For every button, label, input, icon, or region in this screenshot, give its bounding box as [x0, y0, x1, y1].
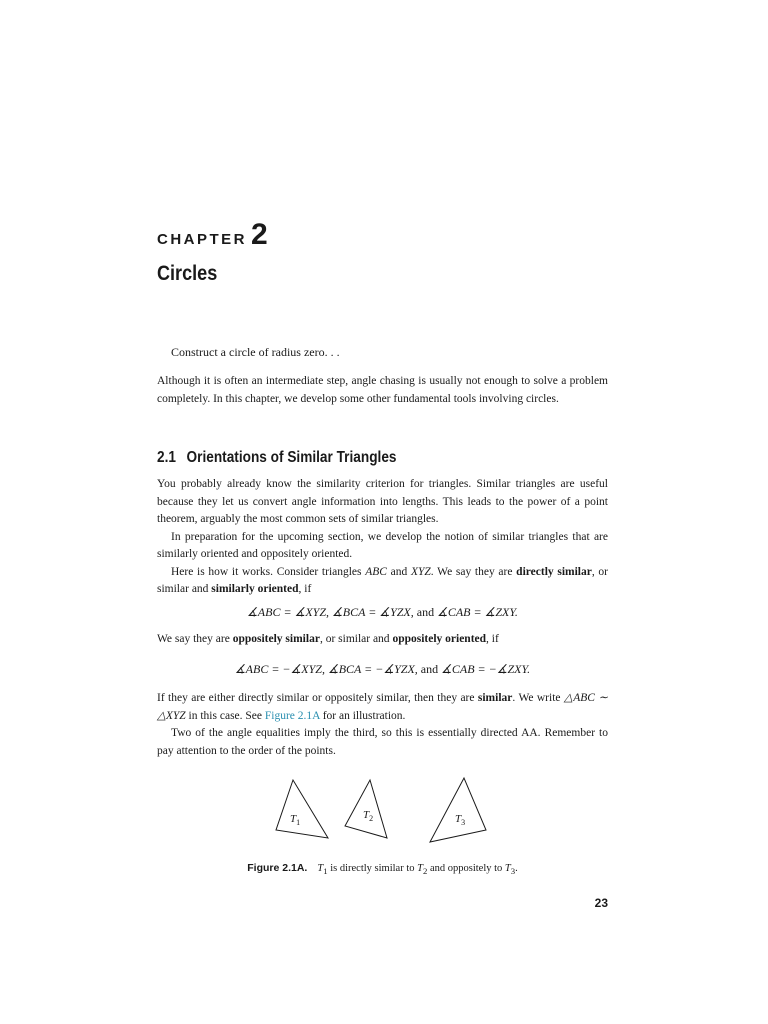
eq2-part-a: ∡ABC = −∡XYZ, ∡BCA = −∡YZX, — [234, 662, 418, 676]
p5-text-b: . We write — [512, 692, 564, 704]
triangle-t3-label: $T_3$ — [455, 813, 466, 827]
section-body — [157, 476, 608, 599]
eq1-part-a: ∡ABC = ∡XYZ, ∡BCA = ∡YZX, — [247, 605, 414, 619]
eq1-and: and — [413, 605, 438, 619]
chapter-heading — [157, 218, 268, 252]
p3-math-abc: ABC — [365, 565, 387, 578]
triangle-t2-label: $T_2$ — [363, 809, 374, 823]
p3-text-a: Here is how it works. Consider triangles — [171, 565, 366, 578]
paragraph-2: In preparation for the upcoming section, we develop the notion of similar triangles that are similarly oriented and oppositely oriented. — [157, 530, 608, 560]
section-title: Orientations of Similar Triangles — [186, 449, 397, 466]
caption-text-a: is directly similar to — [327, 863, 418, 874]
p4-text-b: , or similar and — [319, 633, 393, 645]
paragraph-6: Two of the angle equalities imply the third, so this is essentially directed AA. Remember to pay attention to the order of the points. — [157, 727, 608, 757]
equation-directly-similar — [157, 605, 608, 620]
p3-text-and: and — [386, 565, 411, 578]
section-heading — [157, 449, 396, 467]
p3-text-b: . We say they are — [430, 565, 517, 578]
paragraph-4 — [157, 631, 608, 649]
p4-term-oppositely-oriented: oppositely oriented — [392, 633, 487, 645]
p5-text-d: for an illustration. — [319, 709, 406, 722]
caption-text-b: and oppositely to — [427, 863, 505, 874]
caption-t3-sub: 3 — [510, 866, 516, 877]
intro-text: Although it is often an intermediate step, angle chasing is usually not enough to solve a problem completely. In this chapter, we develop some other fundamental tools involving circles. — [157, 375, 608, 405]
p4-text-c: , if — [486, 633, 499, 645]
caption-text-c: . — [515, 863, 518, 874]
paragraph-4-block — [157, 631, 608, 649]
eq2-part-b: ∡CAB = −∡ZXY. — [441, 662, 531, 676]
p3-text-d: , if — [298, 583, 312, 595]
caption-t2-sub: 2 — [422, 866, 428, 877]
p4-term-oppositely-similar: oppositely similar — [232, 633, 320, 645]
caption-t1: T — [317, 863, 324, 874]
figure-triangles — [268, 772, 498, 852]
chapter-label: CHAPTER — [157, 231, 248, 248]
p5-text-c: in this case. See — [185, 709, 265, 722]
p5-text-a: If they are either directly similar or oppositely similar, then they are — [157, 692, 478, 704]
paragraph-5 — [157, 690, 608, 725]
paragraph-5-6-block — [157, 690, 608, 760]
p3-term-similarly-oriented: similarly oriented — [211, 583, 299, 595]
chapter-title: Circles — [157, 262, 218, 285]
triangle-t1 — [276, 780, 328, 838]
p3-text-c: , or similar and — [157, 565, 608, 595]
intro-paragraph — [157, 373, 608, 408]
page-number: 23 — [594, 896, 608, 910]
figure-link[interactable]: Figure 2.1A — [264, 709, 320, 722]
caption-label: Figure 2.1A. — [247, 862, 308, 874]
paragraph-3 — [157, 564, 608, 599]
eq1-part-b: ∡CAB = ∡ZXY. — [437, 605, 518, 619]
paragraph-1: You probably already know the similarity criterion for triangles. Similar triangles are useful because they let us convert angle information into lengths. This leads to the power of a point theorem, arguably the most common sets of similar triangles. — [157, 478, 608, 525]
eq2-and: and — [417, 662, 442, 676]
triangle-t3 — [430, 778, 486, 842]
p5-term-similar: similar — [477, 692, 513, 704]
caption-t1-sub: 1 — [323, 866, 328, 877]
chapter-number: 2 — [251, 218, 268, 251]
figure-caption — [157, 862, 608, 876]
p3-term-directly-similar: directly similar — [516, 565, 592, 578]
triangle-t1-label: $T_1$ — [290, 813, 301, 827]
caption-t2: T — [417, 863, 423, 874]
p3-math-xyz: XYZ — [410, 565, 431, 578]
p4-text-a: We say they are — [157, 633, 233, 645]
section-number: 2.1 — [157, 449, 176, 466]
p5-math: △ABC ∼ △XYZ — [157, 692, 608, 722]
epigraph: Construct a circle of radius zero. . . — [171, 345, 340, 359]
equation-oppositely-similar — [157, 662, 608, 677]
caption-t3: T — [504, 863, 511, 874]
